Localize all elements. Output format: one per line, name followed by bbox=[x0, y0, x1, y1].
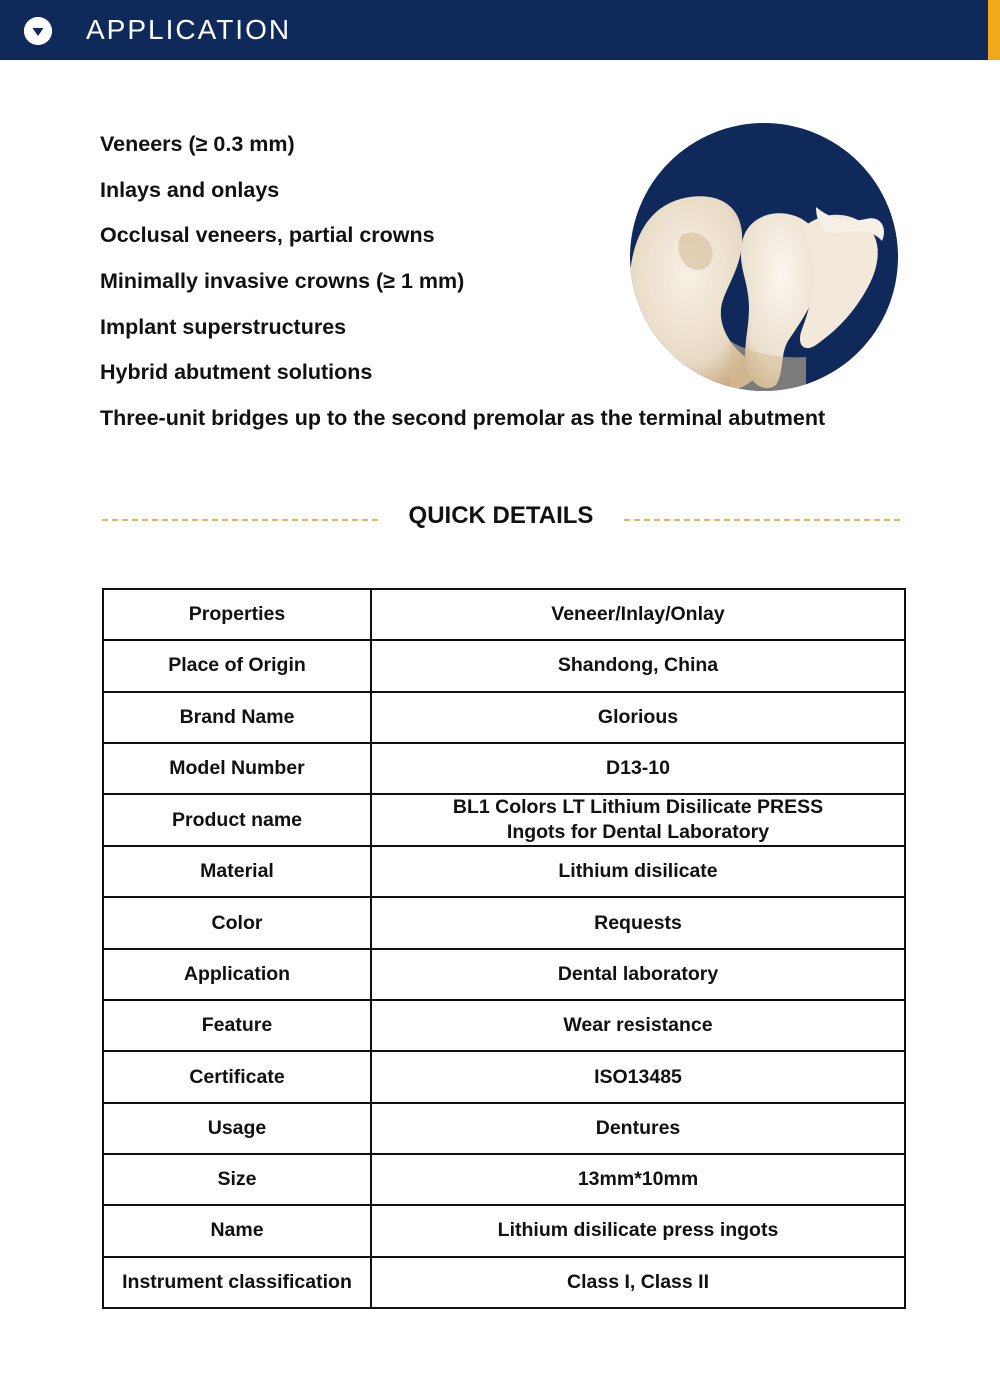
property-cell: Size bbox=[103, 1154, 371, 1205]
table-row bbox=[103, 949, 905, 1000]
value-text: ISO13485 bbox=[594, 1065, 682, 1088]
value-text: Dental laboratory bbox=[557, 962, 719, 985]
table-row bbox=[103, 1205, 905, 1256]
table-row bbox=[103, 897, 905, 948]
property-cell: Properties bbox=[103, 589, 371, 640]
value-cell bbox=[371, 640, 905, 691]
property-cell: Feature bbox=[103, 1000, 371, 1051]
value-cell bbox=[371, 846, 905, 897]
value-cell bbox=[371, 949, 905, 1000]
value-text: Glorious bbox=[597, 705, 679, 728]
application-item: Three-unit bridges up to the second premolar as the terminal abutment bbox=[100, 406, 826, 431]
table-row bbox=[103, 1154, 905, 1205]
application-item: Inlays and onlays bbox=[100, 177, 280, 202]
value-text: Class I, Class II bbox=[567, 1270, 709, 1293]
table-row bbox=[103, 1103, 905, 1154]
application-item: Implant superstructures bbox=[100, 314, 347, 339]
table-row bbox=[103, 1051, 905, 1102]
property-cell: Instrument classification bbox=[103, 1257, 371, 1308]
table-row bbox=[103, 692, 905, 743]
value-text: Requests bbox=[594, 911, 682, 934]
section-header bbox=[0, 0, 1000, 60]
value-text: Shandong, China bbox=[557, 654, 719, 677]
property-cell: Place of Origin bbox=[103, 640, 371, 691]
property-cell: Usage bbox=[103, 1103, 371, 1154]
quick-details-divider-right bbox=[624, 519, 900, 521]
property-cell: Brand Name bbox=[103, 692, 371, 743]
value-cell bbox=[371, 692, 905, 743]
property-cell: Model Number bbox=[103, 743, 371, 794]
value-cell bbox=[371, 589, 905, 640]
product-image bbox=[630, 123, 898, 391]
value-text: Veneer/Inlay/Onlay bbox=[551, 603, 725, 626]
section-title: APPLICATION bbox=[86, 14, 292, 45]
value-cell bbox=[371, 1205, 905, 1256]
header-accent-bar bbox=[988, 0, 1000, 60]
value-cell bbox=[371, 794, 905, 846]
chevron-down-circle-icon bbox=[24, 17, 52, 45]
value-cell bbox=[371, 1000, 905, 1051]
property-cell: Certificate bbox=[103, 1051, 371, 1102]
application-item: Veneers (≥ 0.3 mm) bbox=[100, 132, 295, 156]
value-text: Ingots for Dental Laboratory bbox=[506, 821, 770, 844]
value-text: BL1 Colors LT Lithium Disilicate PRESS bbox=[452, 796, 824, 819]
quick-details-title: QUICK DETAILS bbox=[408, 502, 594, 529]
property-cell: Color bbox=[103, 897, 371, 948]
value-text: Lithium disilicate bbox=[558, 860, 718, 883]
value-cell bbox=[371, 1051, 905, 1102]
value-text: Wear resistance bbox=[563, 1014, 713, 1037]
quick-details-divider-left bbox=[102, 519, 378, 521]
table-row bbox=[103, 846, 905, 897]
application-item: Occlusal veneers, partial crowns bbox=[100, 223, 435, 248]
value-text: Lithium disilicate press ingots bbox=[497, 1219, 779, 1242]
value-text: Dentures bbox=[595, 1116, 681, 1139]
value-cell bbox=[371, 1103, 905, 1154]
table-row bbox=[103, 589, 905, 640]
table-row bbox=[103, 640, 905, 691]
quick-details-table bbox=[102, 588, 906, 1309]
property-cell: Name bbox=[103, 1205, 371, 1256]
table-row bbox=[103, 1000, 905, 1051]
value-text: 13mm*10mm bbox=[577, 1168, 699, 1191]
application-item: Hybrid abutment solutions bbox=[100, 360, 373, 385]
value-cell bbox=[371, 1257, 905, 1308]
property-cell: Material bbox=[103, 846, 371, 897]
property-cell: Product name bbox=[103, 794, 371, 846]
value-text: D13-10 bbox=[606, 757, 670, 780]
value-cell bbox=[371, 743, 905, 794]
table-row bbox=[103, 794, 905, 846]
table-row bbox=[103, 1257, 905, 1308]
value-cell bbox=[371, 897, 905, 948]
table-row bbox=[103, 743, 905, 794]
application-item: Minimally invasive crowns (≥ 1 mm) bbox=[100, 269, 465, 294]
value-cell bbox=[371, 1154, 905, 1205]
property-cell: Application bbox=[103, 949, 371, 1000]
